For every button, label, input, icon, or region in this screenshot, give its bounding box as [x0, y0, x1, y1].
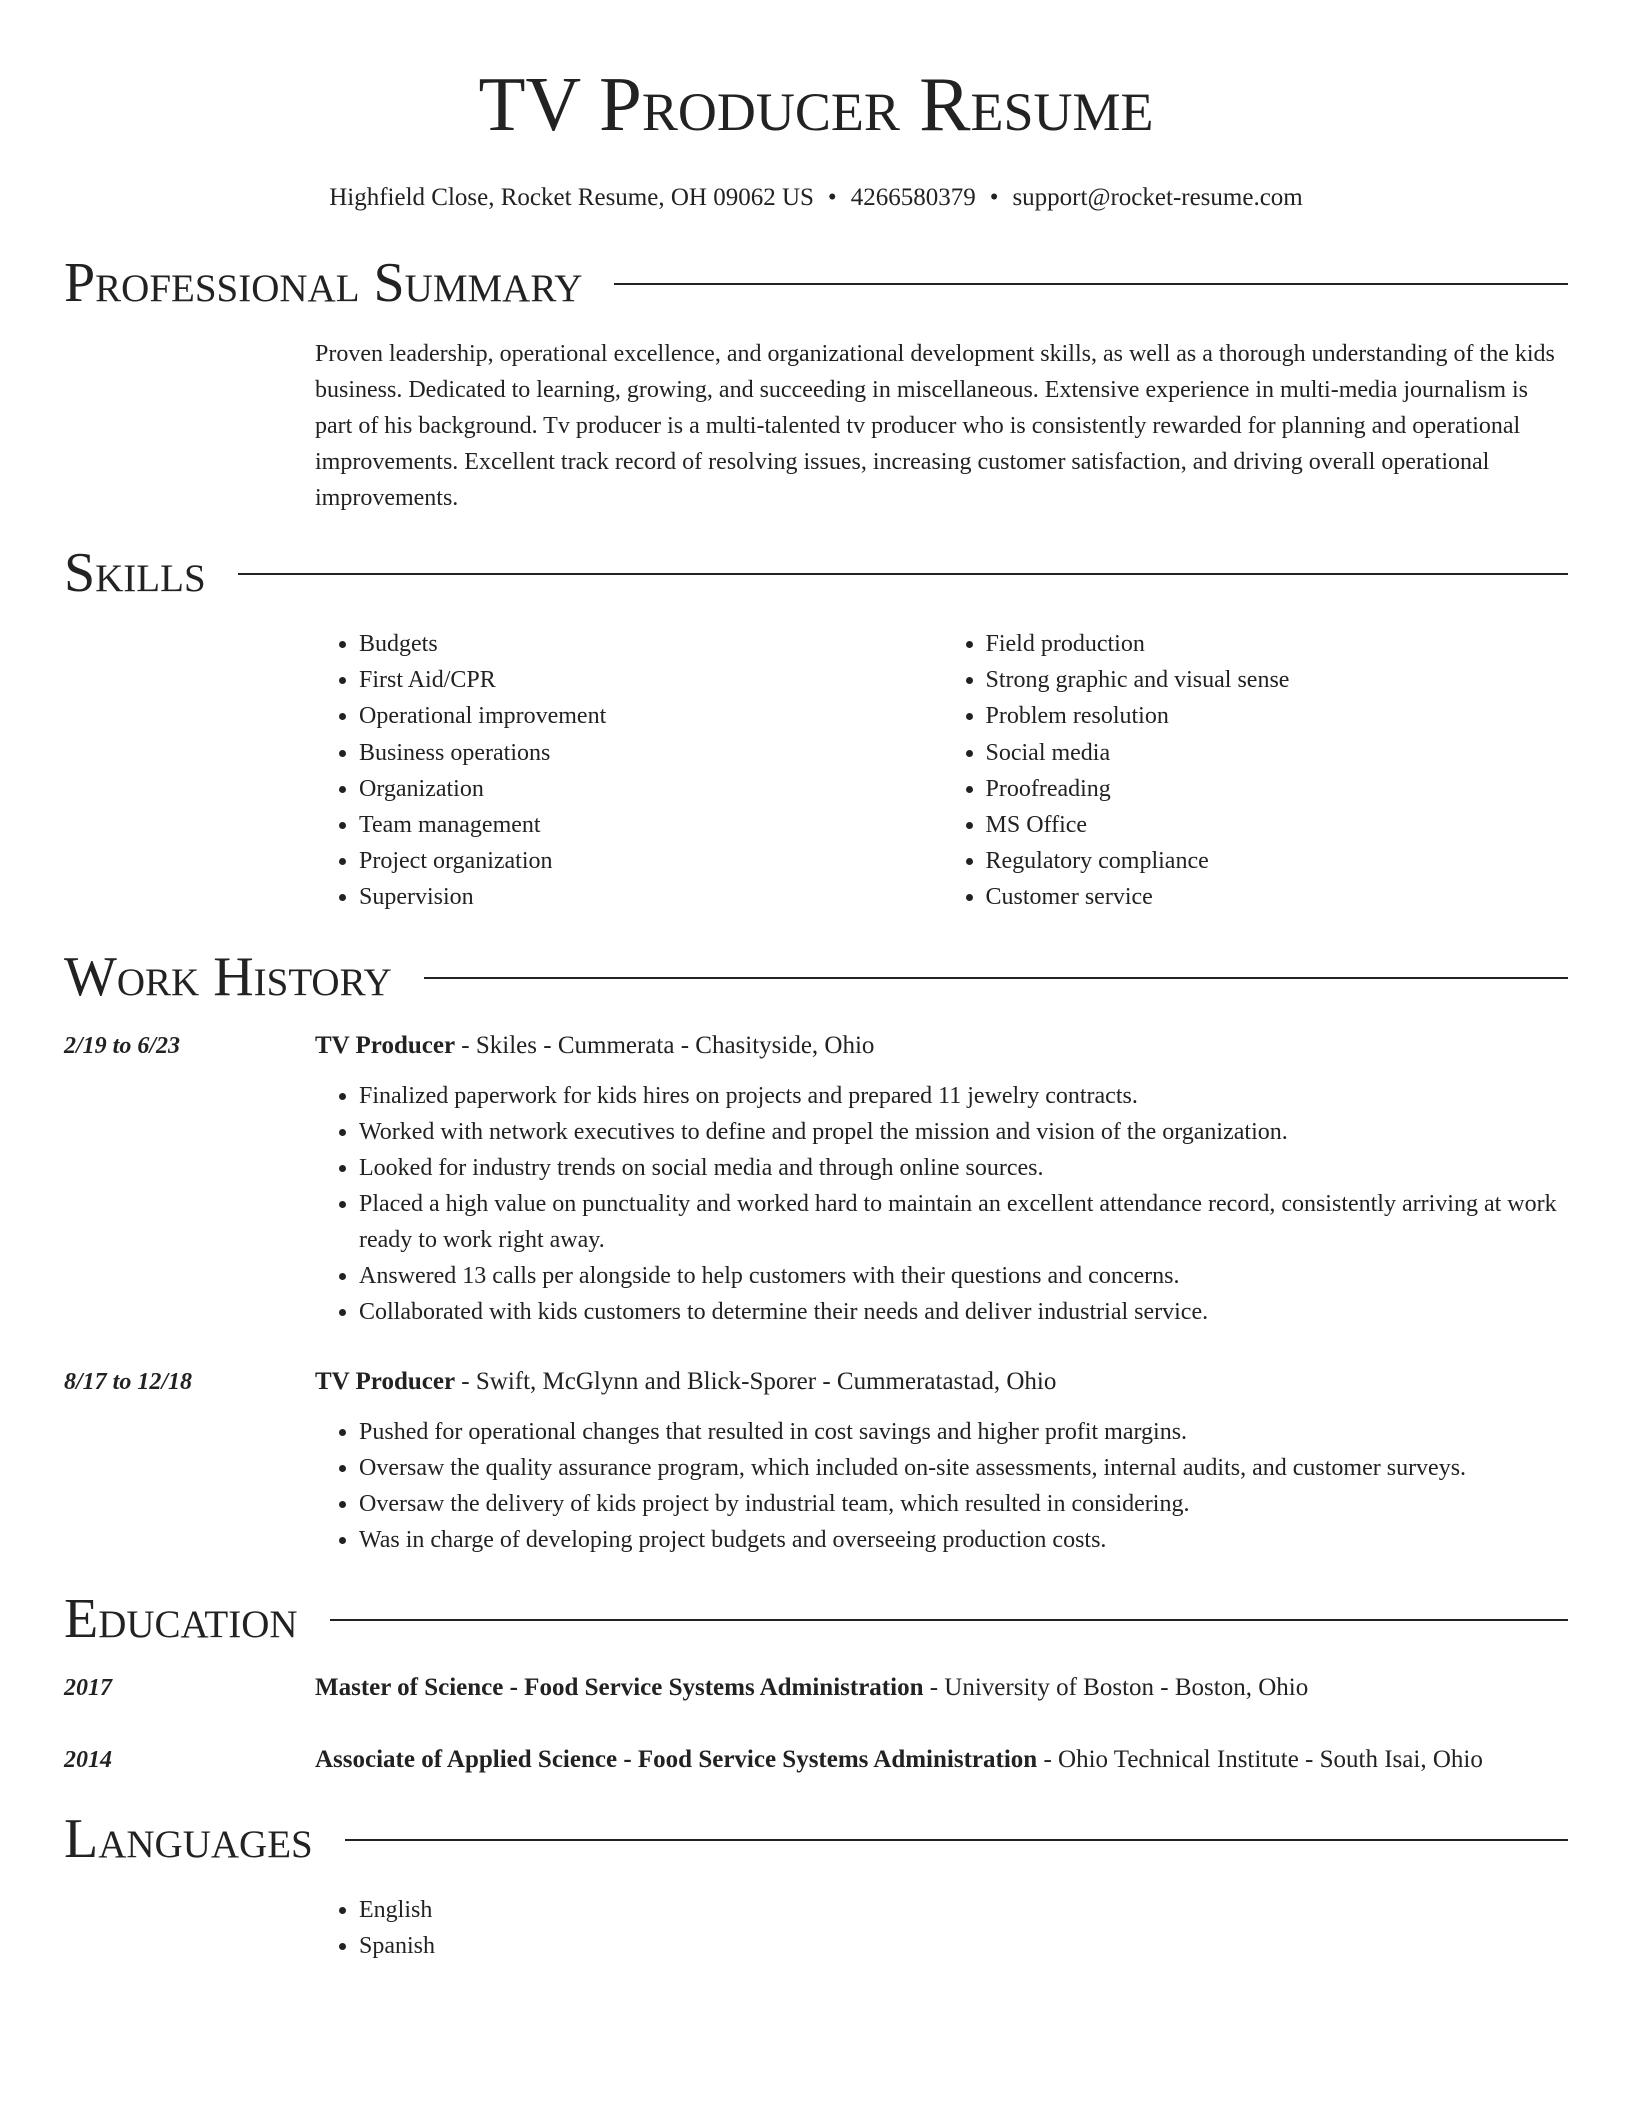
- education-heading-row: [64, 1584, 1568, 1654]
- summary-heading-row: [64, 248, 1568, 318]
- skills-columns: [315, 626, 1568, 916]
- job-entry: [64, 1028, 1568, 1330]
- education-degree: Master of Science - Food Service Systems Administration: [315, 1673, 924, 1701]
- job-bullet: • Answered 13 calls per alongside to help customers with their questions and concerns.: [359, 1258, 1568, 1294]
- education-entry: [64, 1670, 1568, 1706]
- contact-phone: 4266580379: [850, 184, 976, 211]
- skill-item: • Budgets: [359, 626, 942, 662]
- job-details: - Skiles - Cummerata - Chasityside, Ohio: [455, 1031, 875, 1059]
- skill-item: • Regulatory compliance: [986, 843, 1569, 879]
- skills-heading-row: [64, 538, 1568, 608]
- job-bullet: • Pushed for operational changes that resulted in cost savings and higher profit margins.: [359, 1414, 1568, 1450]
- contact-email: support@rocket-resume.com: [1012, 184, 1303, 211]
- summary-heading: Professional Summary: [64, 252, 583, 314]
- job-dates: 8/17 to 12/18: [64, 1368, 193, 1395]
- work-heading-row: [64, 942, 1568, 1012]
- education-entry: [64, 1742, 1568, 1778]
- education-heading: Education: [64, 1587, 298, 1650]
- section-divider: [614, 283, 1568, 285]
- skill-item: • Project organization: [359, 843, 942, 879]
- skill-item: • First Aid/CPR: [359, 662, 942, 698]
- work-heading: Work History: [64, 945, 392, 1008]
- job-title: TV Producer: [315, 1367, 456, 1395]
- section-divider: [238, 573, 1568, 575]
- skill-item: • Operational improvement: [359, 698, 942, 734]
- education-line: [315, 1670, 1308, 1706]
- skill-item: • Proofreading: [986, 771, 1569, 807]
- skill-item: • MS Office: [986, 807, 1569, 843]
- summary-section: [64, 248, 1568, 516]
- education-line: [315, 1742, 1483, 1778]
- skill-item: • Supervision: [359, 879, 942, 915]
- skills-heading: Skills: [64, 542, 206, 604]
- section-divider: [330, 1619, 1568, 1621]
- skill-item: • Social media: [986, 735, 1569, 771]
- education-details: - University of Boston - Boston, Ohio: [923, 1673, 1309, 1701]
- skills-section: [64, 538, 1568, 916]
- job-header: [64, 1364, 1568, 1400]
- resume-title: TV Producer Resume: [478, 61, 1154, 147]
- languages-section: [64, 1804, 1568, 1964]
- job-entry: [64, 1364, 1568, 1558]
- skill-item: • Customer service: [986, 879, 1569, 915]
- languages-list: [315, 1892, 1568, 1964]
- job-bullet: • Was in charge of developing project budgets and overseeing production costs.: [359, 1522, 1568, 1558]
- summary-text: Proven leadership, operational excellence, and organizational development skills, as well as a thorough understanding of the kids business. Dedicated to learning, growing, and succeeding in miscellaneous. Extensive experience in multi-media journalism is part of his background. Tv producer is a multi-talented tv producer who is consistently rewarded for planning and operational improvements. Excellent track record of resolving issues, increasing customer satisfaction, and driving overall operational improvements.: [315, 341, 1555, 511]
- job-title-line: [315, 1028, 874, 1064]
- contact-separator: •: [827, 184, 837, 211]
- section-divider: [424, 977, 1568, 979]
- skill-item: • Business operations: [359, 735, 942, 771]
- language-item: • Spanish: [359, 1928, 1568, 1964]
- skill-item: • Strong graphic and visual sense: [986, 662, 1569, 698]
- skill-item: • Problem resolution: [986, 698, 1569, 734]
- language-item: • English: [359, 1892, 1568, 1928]
- job-bullet: • Collaborated with kids customers to determine their needs and deliver industrial service.: [359, 1294, 1568, 1330]
- skills-list-left: [315, 626, 942, 916]
- education-section: [64, 1584, 1568, 1778]
- languages-wrap: [315, 1892, 1568, 1964]
- education-details: - Ohio Technical Institute - South Isai, Ohio: [1037, 1745, 1483, 1773]
- contact-separator: •: [989, 184, 999, 211]
- job-bullets-wrap: [315, 1414, 1568, 1558]
- languages-heading: Languages: [64, 1807, 313, 1870]
- contact-address: Highfield Close, Rocket Resume, OH 09062 US: [329, 184, 814, 211]
- languages-heading-row: [64, 1804, 1568, 1874]
- skill-item: • Field production: [986, 626, 1569, 662]
- job-details: - Swift, McGlynn and Blick-Sporer - Cummeratastad, Ohio: [455, 1367, 1057, 1395]
- skill-item: • Team management: [359, 807, 942, 843]
- job-bullet: • Looked for industry trends on social media and through online sources.: [359, 1150, 1568, 1186]
- job-bullets: [315, 1078, 1568, 1330]
- job-title: TV Producer: [315, 1031, 456, 1059]
- contact-line: [64, 182, 1568, 214]
- job-title-line: [315, 1364, 1056, 1400]
- job-bullet: • Oversaw the quality assurance program, which included on-site assessments, internal audits, and customer surveys.: [359, 1450, 1568, 1486]
- job-dates: 2/19 to 6/23: [64, 1032, 181, 1059]
- job-bullet: • Placed a high value on punctuality and worked hard to maintain an excellent attendance record, consistently arriving at work ready to work right away.: [359, 1186, 1568, 1258]
- skills-list-right: [942, 626, 1569, 916]
- job-bullet: • Finalized paperwork for kids hires on projects and prepared 11 jewelry contracts.: [359, 1078, 1568, 1114]
- skill-item: • Organization: [359, 771, 942, 807]
- job-bullets: [315, 1414, 1568, 1558]
- job-header: [64, 1028, 1568, 1064]
- job-bullets-wrap: [315, 1078, 1568, 1330]
- education-degree: Associate of Applied Science - Food Service Systems Administration: [315, 1745, 1038, 1773]
- job-bullet: • Worked with network executives to define and propel the mission and vision of the organization.: [359, 1114, 1568, 1150]
- work-section: [64, 942, 1568, 1558]
- section-divider: [345, 1839, 1568, 1841]
- education-year: 2014: [64, 1746, 112, 1773]
- education-year: 2017: [64, 1674, 112, 1701]
- job-bullet: • Oversaw the delivery of kids project by industrial team, which resulted in considering.: [359, 1486, 1568, 1522]
